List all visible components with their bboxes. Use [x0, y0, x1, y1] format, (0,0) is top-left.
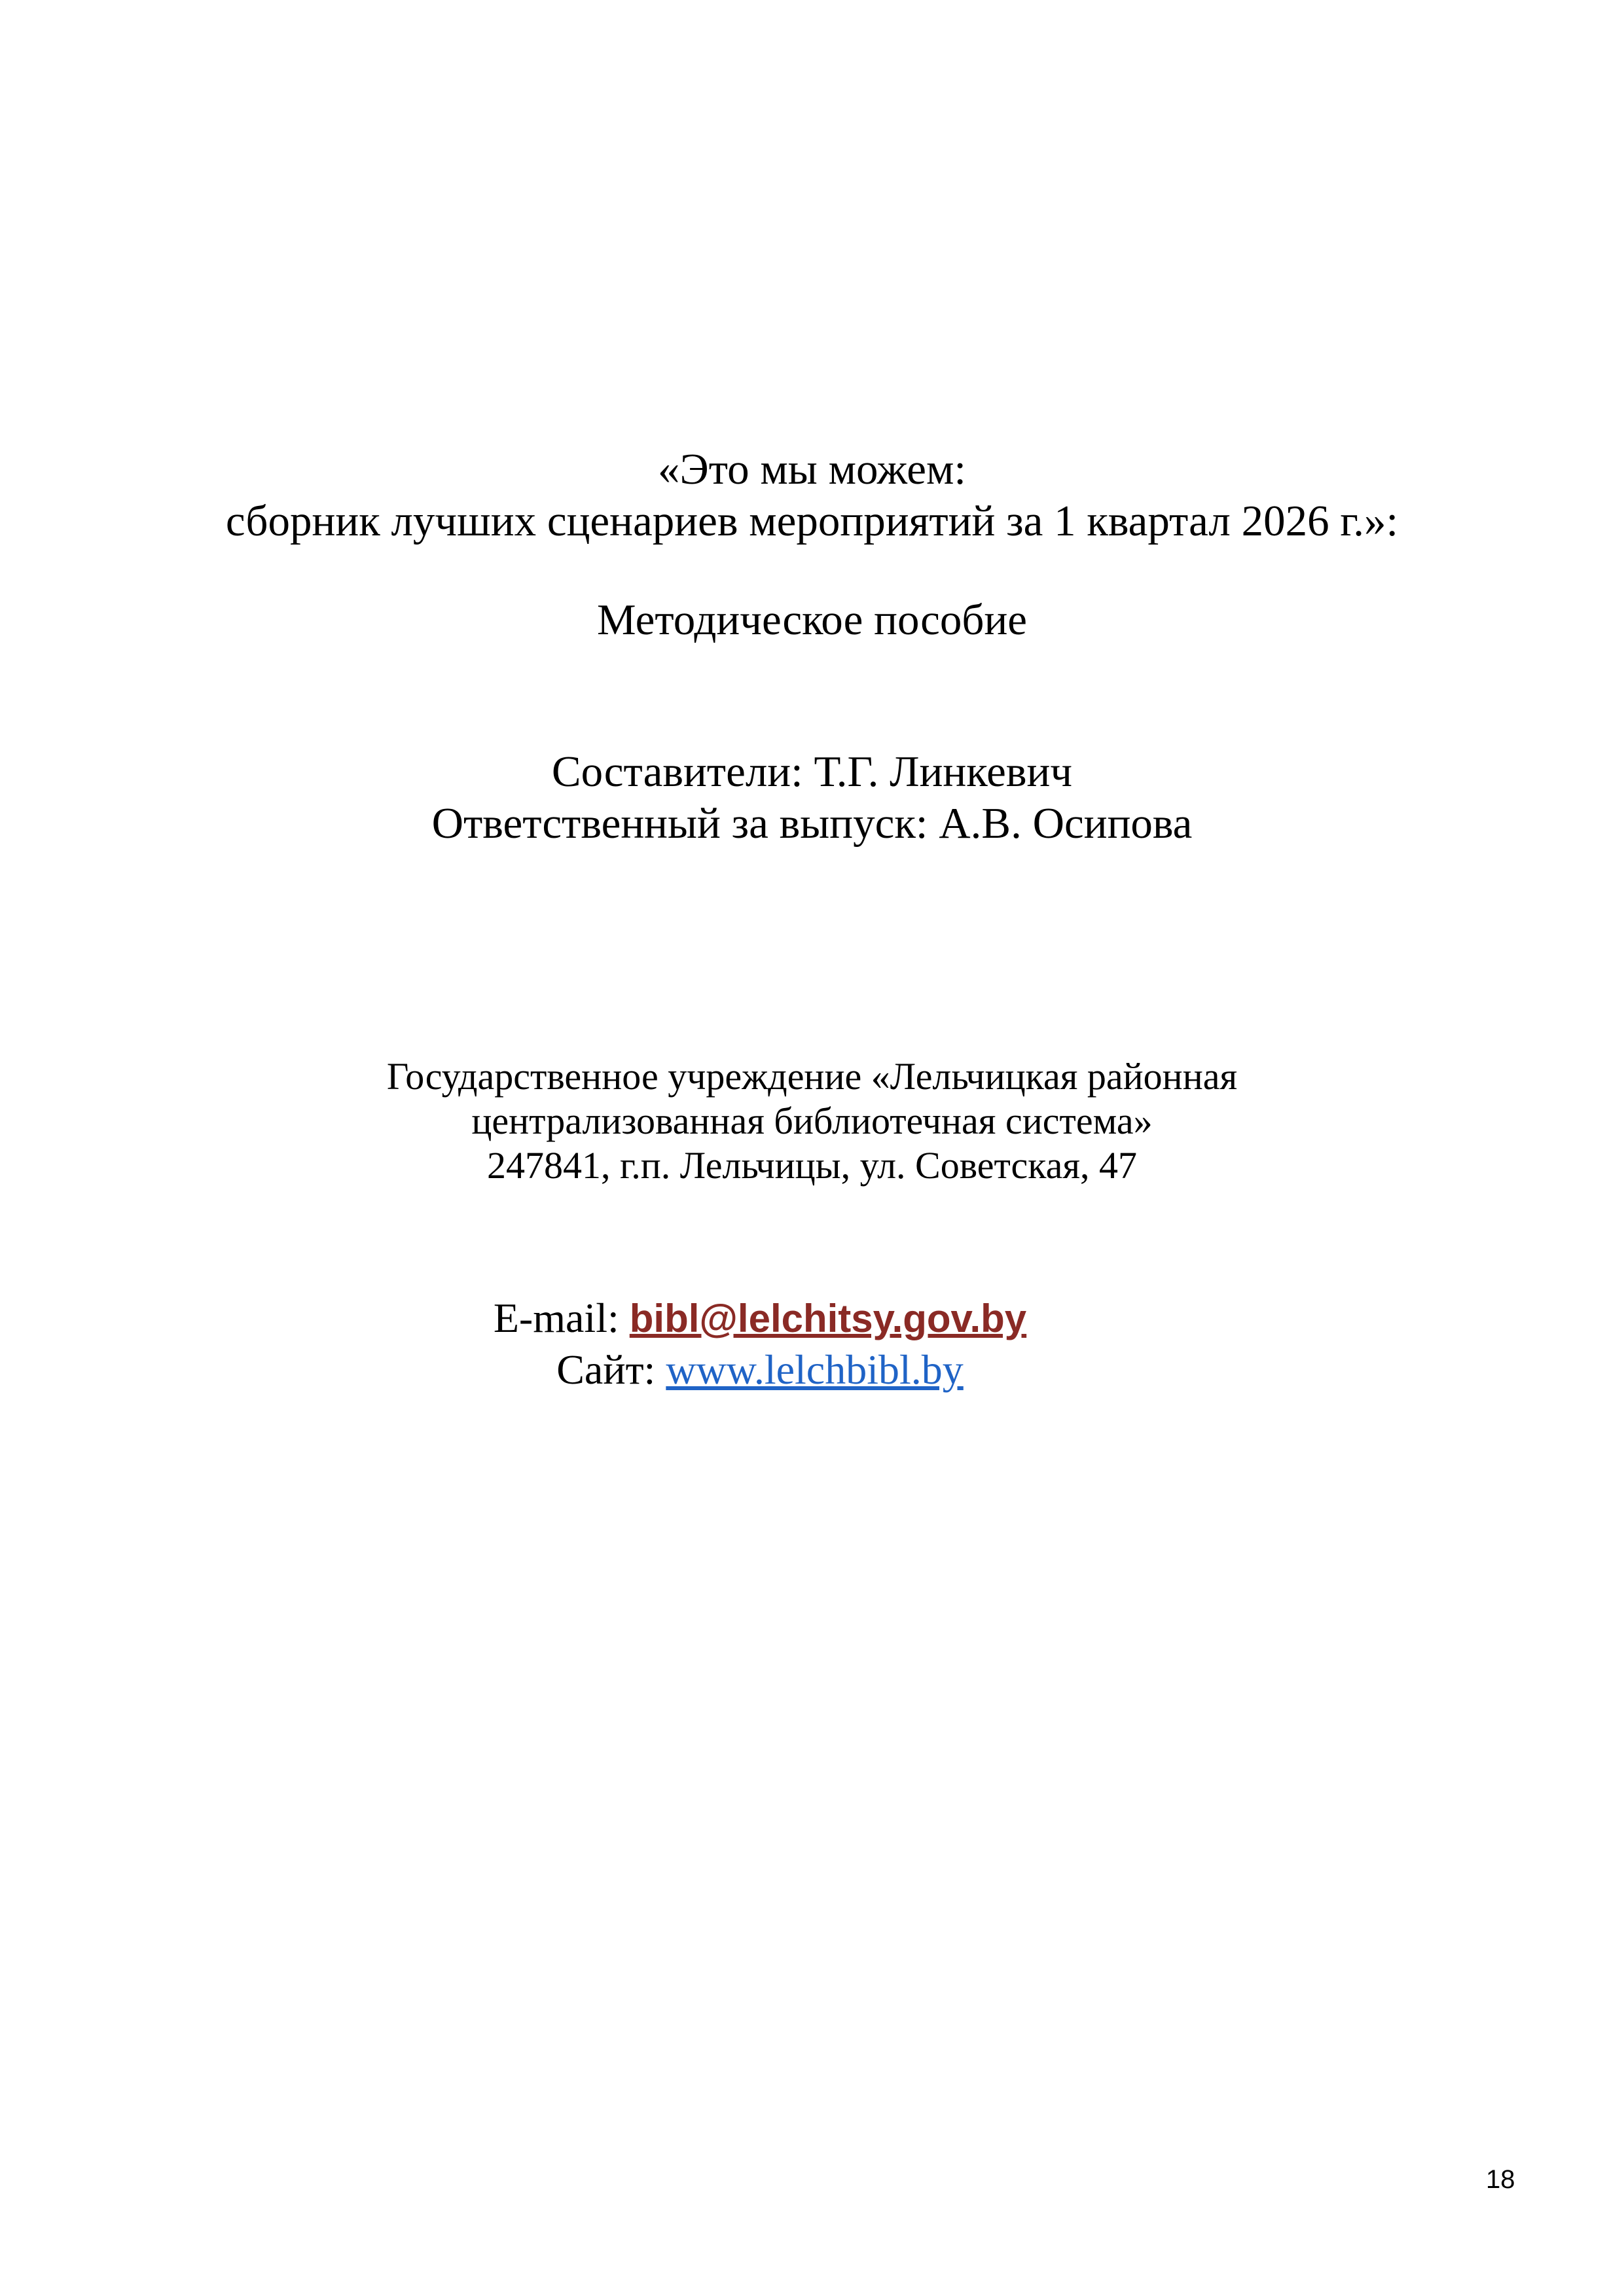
email-row	[0, 1292, 1520, 1344]
organization-line-1: Государственное учреждение «Лельчицкая районная	[386, 1055, 1238, 1098]
organization-address: 247841, г.п. Лельчицы, ул. Советская, 47	[486, 1144, 1138, 1187]
organization-line-2: централизованная библиотечная система»	[471, 1100, 1153, 1142]
site-link[interactable]: www.lelchbibl.by	[666, 1346, 964, 1393]
email-link[interactable]: bibl@lelchitsy.gov.by	[629, 1297, 1027, 1340]
email-label: E-mail:	[493, 1295, 630, 1341]
title-line-1: «Это мы можем:	[658, 445, 966, 493]
responsible-editor: Ответственный за выпуск: А.В. Осипова	[431, 799, 1193, 848]
subtitle: Методическое пособие	[596, 596, 1028, 644]
site-label: Сайт:	[556, 1346, 666, 1393]
site-row	[0, 1344, 1520, 1395]
compilers: Составители: Т.Г. Линкевич	[551, 747, 1073, 796]
page-number: 18	[1486, 2165, 1515, 2194]
title-line-2: сборник лучших сценариев мероприятий за 1 квартал 2026 г.»:	[225, 497, 1399, 545]
